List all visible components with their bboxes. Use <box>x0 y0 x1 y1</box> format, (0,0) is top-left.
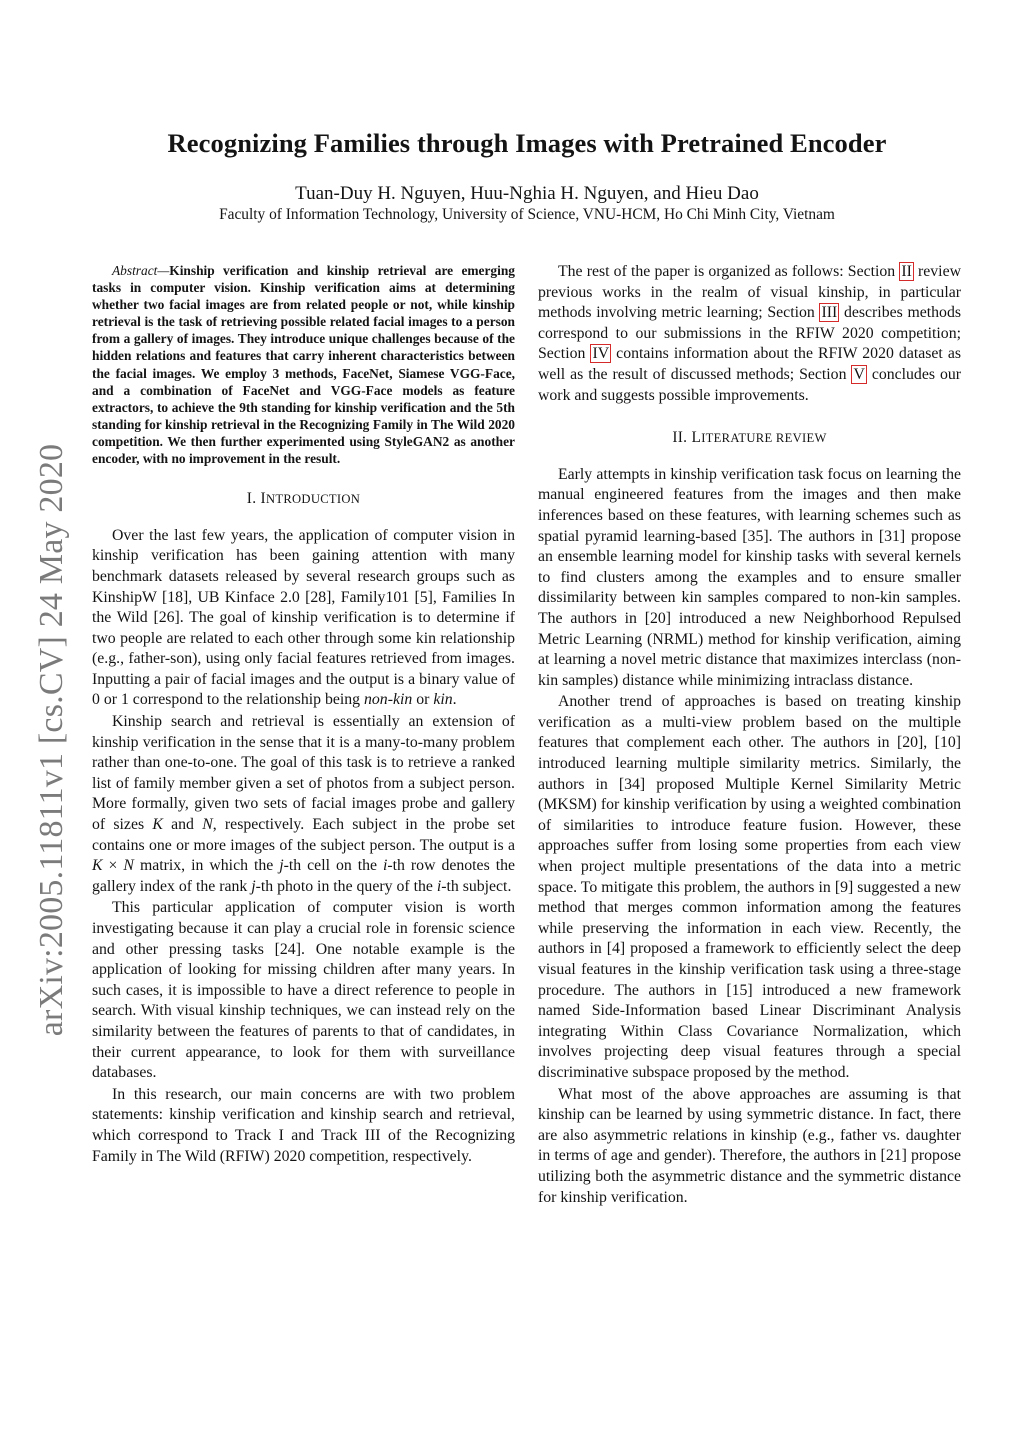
section-ref-link-v[interactable]: V <box>853 365 865 383</box>
section-initial: I <box>260 490 266 508</box>
text-run: The rest of the paper is organized as follows: Section <box>558 263 900 280</box>
text-run: . <box>452 691 457 709</box>
lit-paragraph-3: What most of the above approaches are assuming is that kinship can be learned by using symmetric distance. In fact, there are also asymmetric relations in kinship (e.g., father vs. daughter in terms of age and gender). Therefore, the authors in [21] propose utilizing both the asymmetric distance and the symmetric distance for kinship verification. <box>538 1085 961 1206</box>
text-run: concludes our work and suggests possible improvements. <box>538 365 961 404</box>
organization-paragraph <box>538 262 961 406</box>
arxiv-id[interactable]: arXiv:2005.11811v1 [cs.CV] 24 May 2020 <box>33 443 70 1037</box>
section-rest: NTRODUCTION <box>265 492 361 507</box>
text-run: matrix, in which the <box>133 857 280 875</box>
text-run: or <box>412 691 434 709</box>
lit-paragraph-2: Another trend of approaches is based on treating kinship verification as a multi-view problem based on the multiple features that complement each other. The authors in [20], [10] introduced learning multiple similarity metrics. Similarly, the authors in [34] proposed Multiple Kernel Similarity Metric (MKSM) for kinship verification by using a weighted combination of similarities to introduce feature fusion. However, these approaches suffer from losing some properties from each view when project multiple presentations of the data into a metric space. To mitigate this problem, the authors in [9] suggested a new method that merges common information among the features while preserving the information in each view. Recently, the authors in [4] proposed a framework to efficiently select the deep visual features in the kinship verification task using a three-stage procedure. The authors in [15] introduced a new framework named Side-Information based Linear Discriminant Analysis integrating Within Class Covariance Normalization, which involves projecting deep visual features through a special discriminative subspace proposed by the method. <box>538 693 961 1081</box>
text-run: -th subject. <box>441 877 512 895</box>
section-heading-introduction <box>92 489 515 510</box>
section-ref-link-iv[interactable]: IV <box>592 345 610 363</box>
math-n: N <box>202 816 213 834</box>
math-j: j <box>279 857 284 875</box>
abstract-lead: Abstract— <box>112 263 170 278</box>
term-non-kin: non-kin <box>364 691 413 709</box>
abstract-text: Kinship verification and kinship retrieval are emerging tasks in computer vision. Kinship verification aims at determining whether two facial images are from related people or not, while kinship retrieval is the task of retrieving possible related facial images to a person from a gallery of images. They introduce unique challenges because of the hidden relations and features that carry inherent characteristics between the facial images. We employ 3 methods, FaceNet, Siamese VGG-Face, and a combination of FaceNet and VGG-Face models as feature extractors, to achieve the 9th standing for kinship verification and the 5th standing for kinship retrieval in the Recognizing Family in The Wild 2020 competition. We then further experimented using StyleGAN2 as another encoder, with no improvement in the result. <box>92 263 515 467</box>
text-run: describes methods correspond to our submissions in the RFIW 2020 competition; Section <box>538 304 961 363</box>
right-column <box>538 262 961 1208</box>
section-heading-literature-review <box>538 428 961 449</box>
affiliation: Faculty of Information Technology, University of Science, VNU-HCM, Ho Chi Minh City, Vietnam <box>219 206 835 223</box>
math-i: i <box>436 877 442 895</box>
math-k: K <box>92 857 103 875</box>
text-run: Kinship search and retrieval is essentially an extension of kinship verification in the sense that it is a many-to-many problem rather than one-to-one. The goal of this task is to retrieve a ranked list of family member given a set of photos from a subject person. More formally, given two sets of facial images probe and gallery of sizes <box>92 713 515 834</box>
text-run: and <box>162 816 203 834</box>
text-run: contains information about the RFIW 2020 dataset as well as the result of discussed methods; Section <box>538 345 962 383</box>
author-list: Tuan-Duy H. Nguyen, Huu-Nghia H. Nguyen, and Hieu Dao <box>295 183 759 204</box>
math-k: K <box>152 816 163 834</box>
math-i: i <box>383 857 388 875</box>
paper-title: Recognizing Families through Images with Pretrained Encoder <box>167 128 887 158</box>
lit-paragraph-1: Early attempts in kinship verification task focus on learning the manual engineered features from the images and then make inferences based on these features, with learning schemes such as spatial pyramid learning-based [35]. The authors in [31] propose an ensemble learning model for kinship tasks with several kernels to find clusters among the examples and to ensure smaller dissimilarity between kin samples compared to non-kin samples. The authors in [20] introduced a new Neighborhood Repulsed Metric Learning (NRML) method for kinship verification, aiming at learning a novel metric distance that maximizes interclass (non-kin samples) distance while minimizing intraclass distance. <box>538 465 961 689</box>
section-number: I. <box>246 490 257 508</box>
section-number: II. <box>672 429 688 447</box>
section-ref-link-iii[interactable]: III <box>821 304 838 322</box>
intro-paragraph-3: This particular application of computer vision is worth investigating because it can play a crucial role in forensic science and other pressing tasks [24]. One notable example is the application of looking for missing children after many years. In such cases, it is impossible to have a direct reference to people in search. With visual kinship techniques, we can instead rely on the similarity between the features of parents to that of candidates, in their current appearance, to look for them with surveillance databases. <box>92 899 515 1082</box>
text-run: Over the last few years, the application of computer vision in kinship verification has been gaining attention with many benchmark datasets released by several research groups such as KinshipW [18], UB Kinface 2.0 [28], Family101 [5], Families In the Wild [26]. The goal of kinship verification is to determine if two people are related to each other through some kin relationship (e.g., father-son), using only facial features retrieved from images. Inputting a pair of facial images and the output is a binary value of 0 or 1 correspond to the relationship being <box>92 526 515 709</box>
math-n: N <box>123 857 134 875</box>
section-initial: L <box>691 429 702 447</box>
text-run: -th photo in the query of the <box>255 877 437 895</box>
text-run: review previous works in the realm of visual kinship, in particular methods involving metric learning; Section <box>538 263 961 322</box>
text-run: , respectively. Each subject in the probe set contains one or more images of the subject person. The output is a <box>92 816 516 854</box>
math-j: j <box>251 877 256 895</box>
left-column <box>92 262 515 1167</box>
intro-paragraph-2 <box>92 712 515 897</box>
intro-paragraph-4: In this research, our main concerns are with two problem statements: kinship verification and kinship search and retrieval, which correspond to Track I and Track III of the Recognizing Family in The Wild (RFIW) 2020 competition, respectively. <box>92 1085 515 1165</box>
abstract <box>92 262 515 467</box>
term-kin: kin <box>433 691 453 709</box>
math-times: × <box>102 857 124 875</box>
text-run: -th row denotes the gallery index of the rank <box>92 857 515 895</box>
text-run: -th cell on the <box>283 857 383 875</box>
section-rest: ITERATURE REVIEW <box>701 431 827 446</box>
section-ref-link-ii[interactable]: II <box>901 263 912 280</box>
intro-paragraph-1 <box>92 526 515 711</box>
